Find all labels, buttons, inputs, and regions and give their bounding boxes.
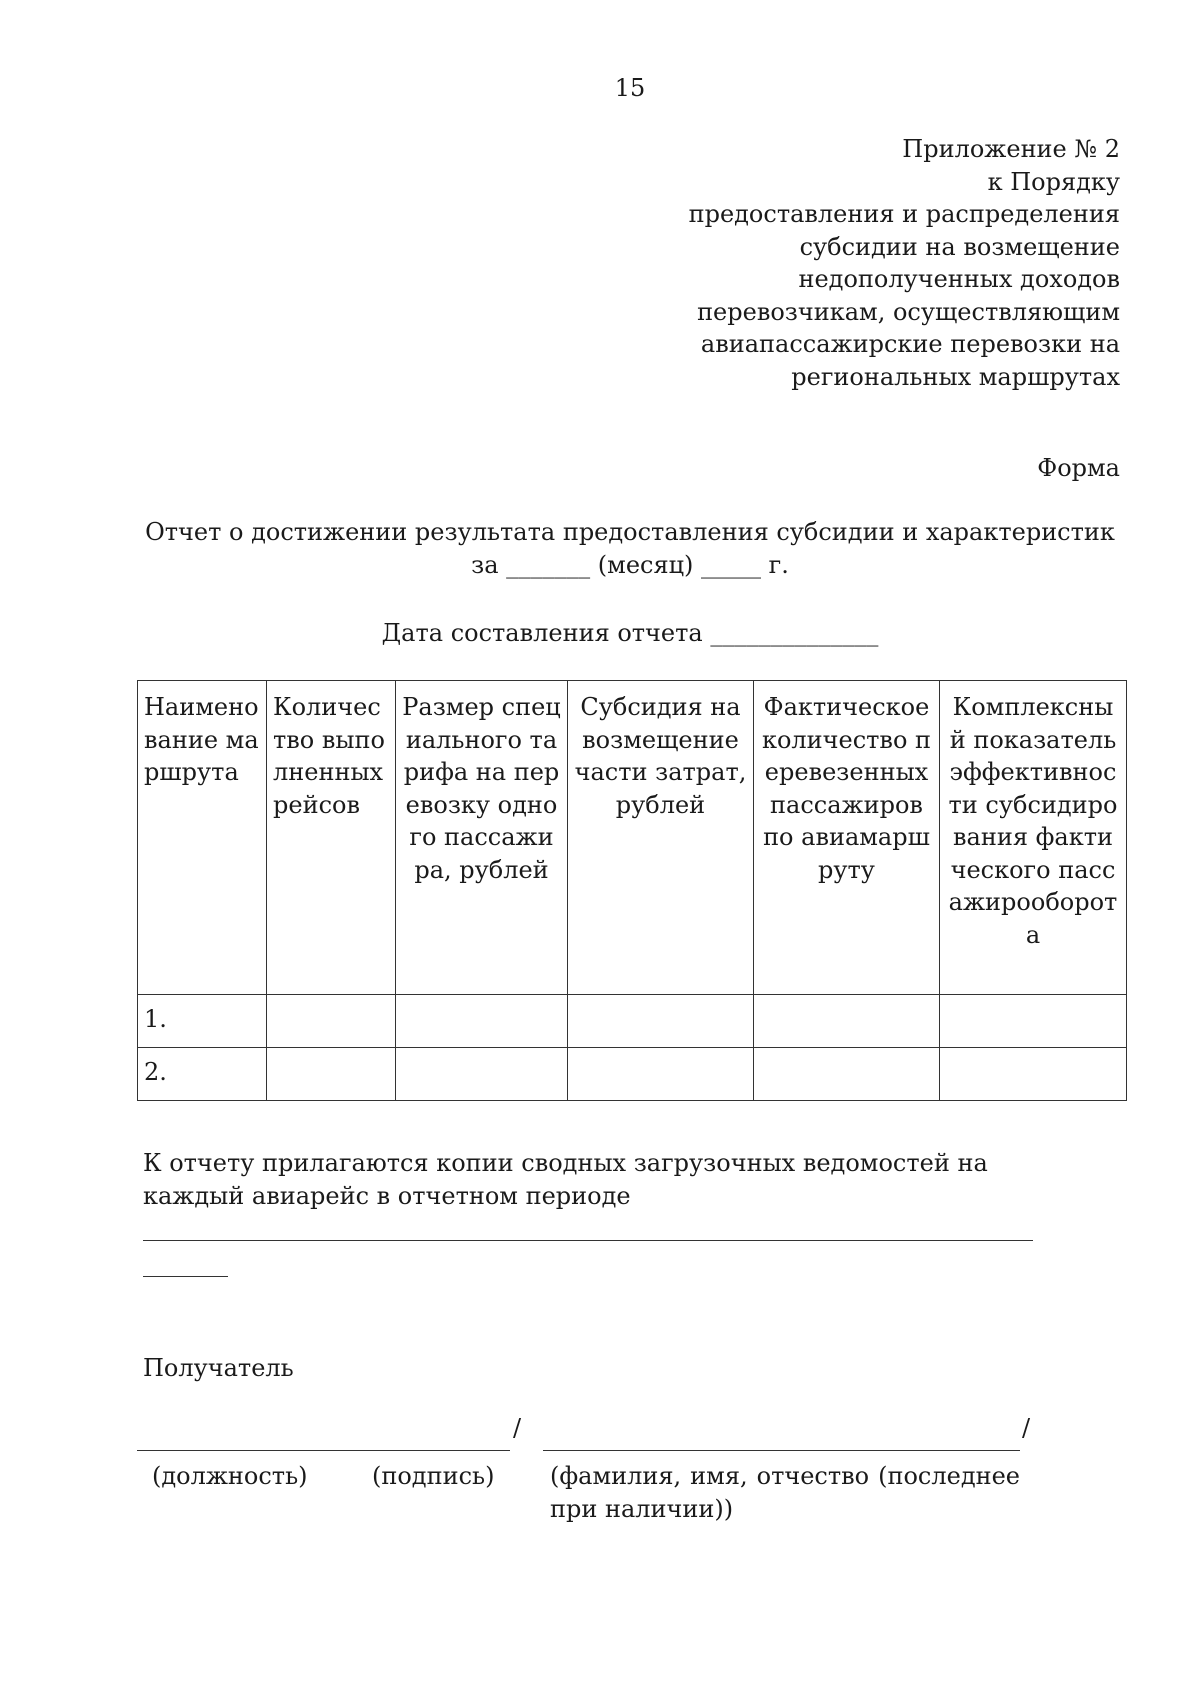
table-cell [396,995,568,1048]
table-cell [267,1048,396,1101]
table-cell [754,1048,940,1101]
column-header-passengers: Фактическое количество перевезенных пассажиров по авиамаршруту [754,681,940,995]
table-cell [568,1048,754,1101]
table-cell [267,995,396,1048]
report-period-line: за _______ (месяц) _____ г. [471,550,789,579]
table-cell [396,1048,568,1101]
report-title-line: Отчет о достижении результата предоставления субсидии и характеристик [145,518,1115,546]
report-date-line: Дата составления отчета ______________ [381,619,879,647]
report-title [140,516,1120,581]
annex-header [520,133,1120,393]
column-header-route-name: Наименование маршрута [138,681,267,995]
table-cell [940,1048,1127,1101]
signature-line-position [137,1450,510,1451]
report-table [137,680,1127,1101]
table-cell [568,995,754,1048]
table-cell: 2. [138,1048,267,1101]
annex-line: авиапассажирские перевозки на [700,330,1120,358]
table-row [138,995,1127,1048]
annex-line: предоставления и распределения [688,200,1120,228]
caption-position: (должность) [152,1462,308,1490]
annex-line: субсидии на возмещение [799,232,1120,261]
signature-separator: / [513,1414,522,1442]
attachment-note: К отчету прилагаются копии сводных загрузочных ведомостей на каждый авиарейс в отчетном периоде [143,1149,988,1210]
table-cell [940,995,1127,1048]
form-label: Форма [1037,454,1120,482]
signature-line-name [543,1450,1020,1451]
column-header-flights-count: Количество выполненных рейсов [267,681,396,995]
page-number: 15 [614,74,646,102]
signature-separator: / [1022,1414,1031,1442]
column-header-special-tariff: Размер специального тарифа на перевозку одного пассажира, рублей [396,681,568,995]
caption-full-name: (фамилия, имя, отчество (последнее при наличии)) [550,1462,1020,1523]
annex-line: Приложение № 2 [902,135,1120,163]
column-header-efficiency-index: Комплексный показатель эффективности субсидирования фактического пассажирооборота [940,681,1127,995]
annex-line: к Порядку [987,167,1120,196]
table-cell [754,995,940,1048]
annex-line: недополученных доходов [798,265,1120,293]
table-cell: 1. [138,995,267,1048]
annex-line: перевозчикам, осуществляющим [697,297,1120,326]
caption-signature: (подпись) [372,1462,495,1490]
annex-line: региональных маршрутах [791,362,1120,391]
table-row [138,1048,1127,1101]
table-header-row [138,681,1127,995]
column-header-subsidy: Субсидия на возмещение части затрат, рублей [568,681,754,995]
fill-in-line [143,1276,228,1277]
recipient-label: Получатель [143,1354,294,1382]
fill-in-line [143,1240,1033,1241]
